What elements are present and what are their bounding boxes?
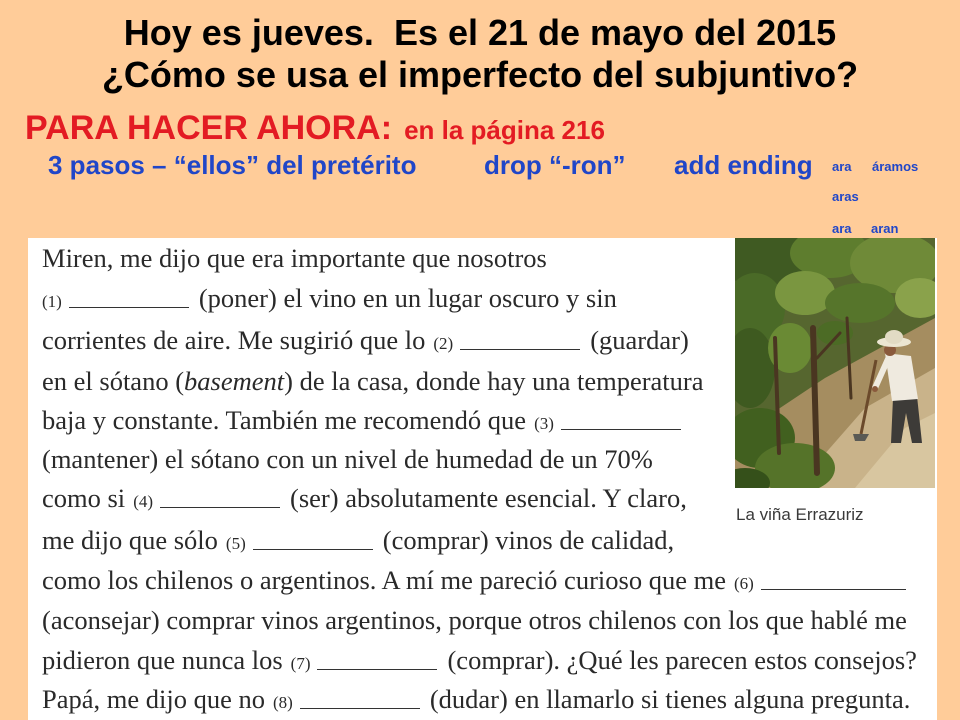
answer-blank-8 — [300, 708, 420, 709]
answer-blank-7 — [317, 669, 437, 670]
exercise-line-4 — [42, 361, 704, 401]
exercise-text: (mantener) el sótano con un nivel de humedad de un 70% — [42, 444, 653, 474]
exercise-text: Papá, me dijo que no — [42, 684, 265, 714]
item-number-5: (5) — [225, 534, 246, 553]
exercise-text: ) de la casa, donde hay una temperatura — [284, 366, 704, 396]
step-drop-ron: drop “-ron” — [484, 150, 626, 180]
exercise-text: (ser) absolutamente esencial. Y claro, — [290, 483, 687, 513]
exercise-line-7 — [42, 478, 687, 518]
answer-blank-5 — [253, 549, 373, 550]
exercise-line-12 — [42, 679, 910, 719]
item-number-8: (8) — [273, 693, 293, 712]
exercise-line-5 — [42, 400, 681, 440]
do-now-page: en la página 216 — [404, 115, 605, 145]
exercise-text: como los chilenos o argentinos. A mí me pareció curioso que me — [42, 565, 726, 595]
exercise-text: baja y constante. También me recomendó que — [42, 405, 527, 435]
item-number-4: (4) — [133, 492, 154, 511]
question-heading: ¿Cómo se usa el imperfecto del subjuntivo? — [101, 54, 859, 95]
exercise-text: (aconsejar) comprar vinos argentinos, porque otros chilenos con los que hablé me — [42, 605, 907, 635]
exercise-text: (comprar) vinos de calidad, — [382, 525, 675, 555]
item-number-7: (7) — [290, 654, 311, 673]
do-now-label: PARA HACER AHORA: — [25, 109, 393, 147]
item-number-2: (2) — [433, 334, 454, 353]
exercise-line-1 — [42, 238, 547, 278]
exercise-text: corrientes de aire. Me sugirió que lo — [42, 325, 426, 355]
textbook-excerpt — [28, 238, 937, 720]
answer-blank-2 — [460, 349, 580, 350]
ending-ara-3rd: ara — [832, 221, 852, 236]
exercise-text: me dijo que sólo — [42, 525, 218, 555]
exercise-text: (guardar) — [590, 325, 689, 355]
exercise-line-8 — [42, 520, 674, 560]
item-number-3: (3) — [534, 414, 554, 433]
vineyard-photo — [735, 238, 935, 488]
exercise-text: pidieron que nunca los — [42, 645, 283, 675]
ending-aramos: áramos — [872, 159, 919, 174]
exercise-text: (poner) el vino en un lugar oscuro y sin — [198, 283, 617, 313]
exercise-line-6 — [42, 439, 653, 479]
ending-aran: aran — [871, 221, 899, 236]
item-number-1: (1) — [42, 292, 62, 311]
ending-aras: aras — [832, 189, 859, 204]
do-now-line — [25, 108, 605, 155]
ending-ara: ara — [832, 159, 852, 174]
step-preterite: 3 pasos – “ellos” del pretérito — [48, 150, 417, 180]
exercise-line-11 — [42, 640, 917, 680]
exercise-text: como si — [42, 483, 126, 513]
gloss-italic: basement — [184, 366, 285, 396]
answer-blank-4 — [160, 507, 280, 508]
exercise-line-10 — [42, 600, 907, 640]
exercise-text: (comprar). ¿Qué les parecen estos consejos? — [447, 645, 917, 675]
photo-caption: La viña Errazuriz — [736, 505, 864, 524]
answer-blank-6 — [761, 589, 906, 590]
answer-blank-3 — [561, 429, 681, 430]
exercise-text: en el sótano ( — [42, 366, 185, 396]
exercise-line-2 — [42, 278, 617, 318]
exercise-text: (dudar) en llamarlo si tienes alguna pregunta. — [429, 684, 911, 714]
item-number-6: (6) — [733, 574, 754, 593]
date-heading: Hoy es jueves. Es el 21 de mayo del 2015 — [123, 12, 837, 53]
answer-blank-1 — [69, 307, 189, 308]
step-add-ending: add ending — [674, 150, 813, 180]
exercise-text: Miren, me dijo que era importante que nosotros — [42, 243, 547, 273]
slide-title — [0, 12, 960, 96]
exercise-line-3 — [42, 320, 689, 360]
exercise-line-9 — [42, 560, 906, 600]
